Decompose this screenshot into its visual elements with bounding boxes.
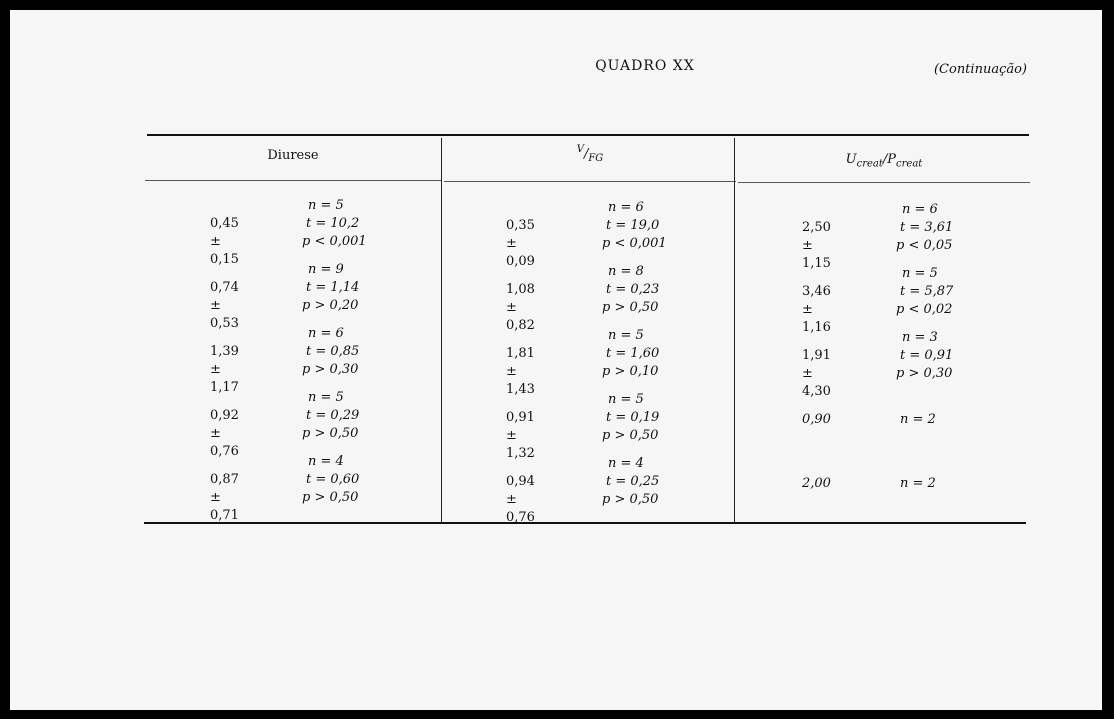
n-value: n = 5 <box>308 390 344 405</box>
stats-block <box>602 263 706 317</box>
mean-sd: 0,87 ± 0,71 <box>210 472 239 523</box>
continuation-label: (Continuação) <box>933 62 1027 77</box>
p-value: p > 0,50 <box>602 492 659 507</box>
p-value: p > 0,50 <box>302 490 359 505</box>
p-value: p < 0,001 <box>302 234 367 249</box>
stats-block <box>896 265 990 319</box>
header-v-fg: $^V/_{FG}$ <box>576 144 604 164</box>
table-top-rule <box>147 134 1029 136</box>
t-value: t = 5,87 <box>900 284 954 299</box>
mean-sd: 0,94 ± 0,76 <box>506 474 535 525</box>
n-value: n = 5 <box>608 392 644 407</box>
n-value: n = 6 <box>608 200 644 215</box>
mean-value: 0,90 <box>802 412 831 427</box>
t-value: t = 1,14 <box>306 280 360 295</box>
n-value: n = 4 <box>608 456 644 471</box>
p-value: p < 0,05 <box>896 238 953 253</box>
mean-sd: 0,45 ± 0,15 <box>210 216 239 267</box>
t-value: t = 10,2 <box>306 216 360 231</box>
stats-block <box>302 197 396 251</box>
n-value: n = 9 <box>308 262 344 277</box>
mean-sd: 0,74 ± 0,53 <box>210 280 239 331</box>
mean-value: 2,00 <box>802 476 831 491</box>
n-value: n = 5 <box>308 198 344 213</box>
header-rule-col3 <box>738 182 1030 183</box>
p-value: p > 0,20 <box>302 298 359 313</box>
column-divider-2 <box>734 138 735 523</box>
stats-block <box>896 201 990 255</box>
p-value: p < 0,001 <box>602 236 667 251</box>
column-divider-1 <box>441 138 442 523</box>
n-value: n = 8 <box>608 264 644 279</box>
header-rule-col2 <box>444 181 736 182</box>
p-value: p > 0,30 <box>302 362 359 377</box>
n-value: n = 2 <box>900 412 936 427</box>
t-value: t = 0,19 <box>606 410 660 425</box>
t-value: t = 1,60 <box>606 346 660 361</box>
t-value: t = 0,60 <box>306 472 360 487</box>
p-value: p > 0,50 <box>302 426 359 441</box>
n-value: n = 2 <box>900 476 936 491</box>
mean-sd: 2,50 ± 1,15 <box>802 220 831 271</box>
stats-block <box>302 261 396 315</box>
n-value: n = 6 <box>902 202 938 217</box>
mean-sd: 1,81 ± 1,43 <box>506 346 535 397</box>
t-value: t = 0,85 <box>306 344 360 359</box>
stats-block <box>602 391 706 445</box>
stats-block <box>896 329 990 383</box>
stats-block <box>302 325 396 379</box>
n-value: n = 6 <box>308 326 344 341</box>
table-bottom-rule <box>144 522 1026 524</box>
mean-sd: 0,91 ± 1,32 <box>506 410 535 461</box>
stats-block <box>302 453 396 507</box>
t-value: t = 19,0 <box>606 218 660 233</box>
header-diurese: Diurese <box>267 148 319 163</box>
mean-sd: 3,46 ± 1,16 <box>802 284 831 335</box>
header-u-p-creat: $U_{creat}/P_{creat}$ <box>845 152 923 170</box>
t-value: t = 0,25 <box>606 474 660 489</box>
t-value: t = 3,61 <box>900 220 954 235</box>
n-value: n = 5 <box>902 266 938 281</box>
n-value: n = 3 <box>902 330 938 345</box>
mean-sd: 0,35 ± 0,09 <box>506 218 535 269</box>
header-rule-col1 <box>145 180 441 181</box>
stats-block <box>302 389 396 443</box>
stats-block <box>602 327 706 381</box>
document-page <box>10 10 1102 710</box>
n-value: n = 4 <box>308 454 344 469</box>
n-value: n = 5 <box>608 328 644 343</box>
p-value: p > 0,10 <box>602 364 659 379</box>
mean-sd: 1,39 ± 1,17 <box>210 344 239 395</box>
mean-sd: 0,92 ± 0,76 <box>210 408 239 459</box>
stats-block <box>602 199 706 253</box>
table-title: QUADRO XX <box>595 58 695 74</box>
p-value: p < 0,02 <box>896 302 953 317</box>
t-value: t = 0,29 <box>306 408 360 423</box>
t-value: t = 0,91 <box>900 348 954 363</box>
mean-sd: 1,91 ± 4,30 <box>802 348 831 399</box>
p-value: p > 0,30 <box>896 366 953 381</box>
t-value: t = 0,23 <box>606 282 660 297</box>
p-value: p > 0,50 <box>602 300 659 315</box>
stats-block <box>602 455 706 509</box>
p-value: p > 0,50 <box>602 428 659 443</box>
mean-sd: 1,08 ± 0,82 <box>506 282 535 333</box>
